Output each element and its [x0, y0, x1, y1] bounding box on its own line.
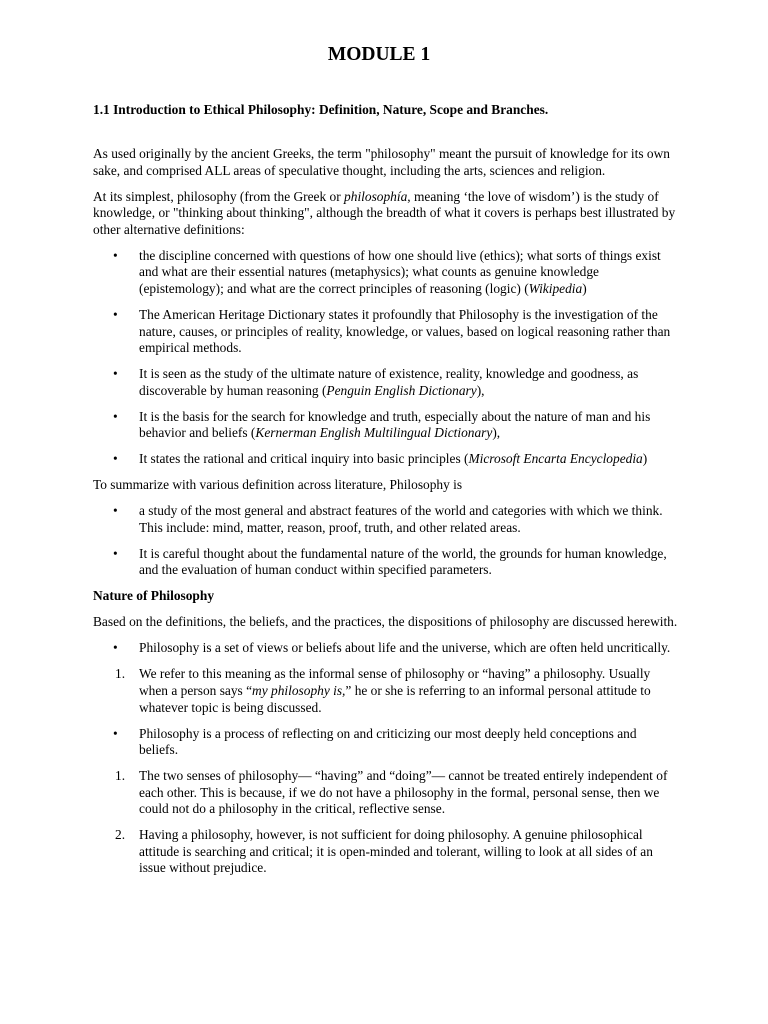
nature-numbered-2 [93, 768, 678, 877]
list-item: 1. The two senses of philosophy— “having” and “doing”— cannot be treated entirely independent of each other. This is because, if we do not have a philosophy in the formal, personal sense, then we could not do a philosophy in the critical, reflective sense. [115, 768, 668, 817]
bullet-icon: • [113, 503, 118, 519]
bullet-icon: • [113, 451, 118, 467]
nature-numbered-1 [93, 666, 678, 716]
list-item: 2. Having a philosophy, however, is not sufficient for doing philosophy. A genuine philosophical attitude is searching and critical; it is open-minded and tolerant, willing to look at all sides of an issue without prejudice. [115, 827, 653, 876]
bullet-icon: • [113, 640, 118, 656]
list-item: • It states the rational and critical inquiry into basic principles (Microsoft Encarta Encyclopedia) [113, 451, 648, 467]
nature-list-2 [93, 726, 678, 759]
list-item: • It is careful thought about the fundamental nature of the world, the grounds for human knowledge, and the evaluation of human conduct within specified parameters. [113, 545, 667, 578]
list-item: • Philosophy is a process of reflecting on and criticizing our most deeply held conceptions and beliefs. [113, 725, 637, 758]
summary-intro: To summarize with various definition across literature, Philosophy is [93, 477, 463, 493]
bullet-icon: • [113, 725, 118, 741]
simplest-paragraph: At its simplest, philosophy (from the Greek or philosophía, meaning ‘the love of wisdom’) is the study of knowledge, or "thinking about thinking", although the breadth of what it covers is perhaps best illustrated by other alternative definitions: [93, 188, 676, 237]
document-body [93, 146, 678, 886]
bullet-icon: • [113, 545, 118, 561]
list-item: • It is seen as the study of the ultimate nature of existence, reality, knowledge and goodness, as discoverable by human reasoning (Penguin English Dictionary), [113, 366, 639, 398]
summary-list [93, 503, 678, 579]
list-number: 1. [115, 666, 126, 682]
bullet-icon: • [113, 366, 118, 382]
nature-list-1 [93, 640, 678, 657]
list-item: • the discipline concerned with questions of how one should live (ethics); what sorts of things exist and what are their essential natures (metaphysics); what counts as genuine knowledge (epistemology); and what are the correct principles of reasoning (logic) (Wikipedia) [113, 247, 661, 296]
definitions-list [93, 248, 678, 468]
list-item: • It is the basis for the search for knowledge and truth, especially about the nature of man and his behavior and beliefs (Kernerman English Multilingual Dictionary), [113, 408, 651, 441]
nature-intro: Based on the definitions, the beliefs, and the practices, the dispositions of philosophy are discussed herewith. [93, 614, 678, 630]
list-number: 1. [115, 768, 126, 784]
list-item: • a study of the most general and abstract features of the world and categories with which we think. This include: mind, matter, reason, proof, truth, and other related areas. [113, 503, 663, 535]
list-item: • The American Heritage Dictionary states it profoundly that Philosophy is the investigation of the nature, causes, or principles of reality, knowledge, or values, based on logical reasoning rather than empirical methods. [113, 306, 671, 356]
nature-heading: Nature of Philosophy [93, 588, 215, 604]
bullet-icon: • [113, 306, 118, 322]
intro-paragraph: As used originally by the ancient Greeks, the term "philosophy" meant the pursuit of knowledge for its own sake, and comprised ALL areas of speculative thought, including the arts, sciences and religion. [93, 146, 670, 178]
section-heading: 1.1 Introduction to Ethical Philosophy: Definition, Nature, Scope and Branches. [93, 102, 549, 117]
bullet-icon: • [113, 247, 118, 263]
list-number: 2. [115, 827, 126, 843]
page-title: MODULE 1 [327, 44, 431, 65]
bullet-icon: • [113, 408, 118, 424]
list-item: • Philosophy is a set of views or beliefs about life and the universe, which are often held uncritically. [113, 640, 671, 656]
list-item: 1. We refer to this meaning as the informal sense of philosophy or “having” a philosophy. Usually when a person says “my philosophy is,” he or she is referring to an informal personal attitude to whatever topic is being discussed. [115, 666, 651, 715]
